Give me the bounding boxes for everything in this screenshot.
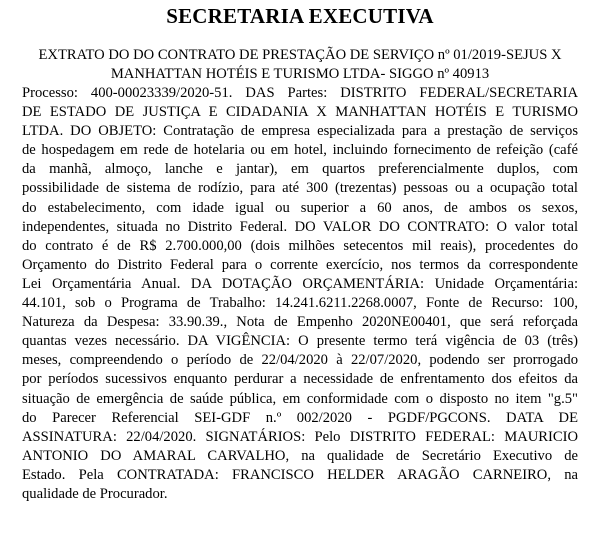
extract-heading — [22, 46, 578, 84]
body-line: ANTONIO DO AMARAL CARVALHO, na qualidade de Secretário Executivo de — [22, 447, 578, 464]
extract-heading-line-1: EXTRATO DO DO CONTRATO DE PRESTAÇÃO DE SERVIÇO nº 01/2019-SEJUS X — [38, 47, 562, 63]
body-line: do Parecer Referencial SEI-GDF n.º 002/2020 - PGDF/PGCONS. DATA DE — [22, 409, 578, 426]
extract-heading-line-2: MANHATTAN HOTÉIS E TURISMO LTDA- SIGGO nº 40913 — [110, 66, 490, 82]
body-line: do contrato é de R$ 2.700.000,00 (dois milhões setecentos mil reais), procedentes do — [22, 237, 578, 254]
body-line: da manhã, almoço, lanche e jantar), em quartos preferencialmente duplos, com — [22, 161, 578, 178]
body-line: possibilidade de sistema de rodízio, para até 300 (trezentas) pessoas ou a ocupação total — [22, 180, 578, 197]
body-line: meses, compreendendo o período de 22/04/2020 à 22/07/2020, podendo ser prorrogado — [22, 352, 578, 369]
body-line: 44.101, sob o Programa de Trabalho: 14.241.6211.2268.0007, Fonte de Recurso: 100, — [22, 295, 578, 312]
body-line: do estabelecimento, com idade igual ou superior a 60 anos, de ambos os sexos, — [22, 199, 578, 216]
body-line: Processo: 400-00023339/2020-51. DAS Partes: DISTRITO FEDERAL/SECRETARIA — [22, 85, 578, 101]
body-line: ASSINATURA: 22/04/2020. SIGNATÁRIOS: Pelo DISTRITO FEDERAL: MAURICIO — [22, 428, 578, 445]
body-line: LTDA. DO OBJETO: Contratação de empresa especializada para a prestação de serviços — [22, 123, 578, 140]
body-line: por períodos sucessivos enquanto perdurar a necessidade de enfrentamento dos efeitos da — [22, 371, 578, 388]
body-line: qualidade de Procurador. — [22, 485, 168, 502]
body-line: Natureza da Despesa: 33.90.39., Nota de Empenho 2020NE00401, que será reforçada — [22, 314, 578, 331]
body-line: de hospedagem em rede de hotelaria ou em hotel, incluindo fornecimento de refeição (café — [22, 142, 578, 159]
body-line: Orçamento do Distrito Federal para o corrente exercício, nos termos da correspondente — [22, 256, 578, 273]
body-line: DE ESTADO DE JUSTIÇA E CIDADANIA X MANHATTAN HOTÉIS E TURISMO — [22, 104, 578, 121]
body-line: Estado. Pela CONTRATADA: FRANCISCO HELDER ARAGÃO CARNEIRO, na — [22, 466, 578, 483]
section-title: SECRETARIA EXECUTIVA — [166, 4, 434, 28]
body-line: Lei Orçamentária Anual. DA DOTAÇÃO ORÇAMENTÁRIA: Unidade Orçamentária: — [22, 275, 578, 292]
contract-body-text — [22, 84, 578, 504]
body-line: independentes, situada no Distrito Federal. DO VALOR DO CONTRATO: O valor total — [22, 218, 578, 235]
body-line: situação de emergência de saúde pública, em conformidade com o disposto no item "g.5" — [22, 390, 578, 407]
body-line: quantas vezes necessário. DA VIGÊNCIA: O presente termo terá vigência de 03 (três) — [22, 333, 578, 350]
